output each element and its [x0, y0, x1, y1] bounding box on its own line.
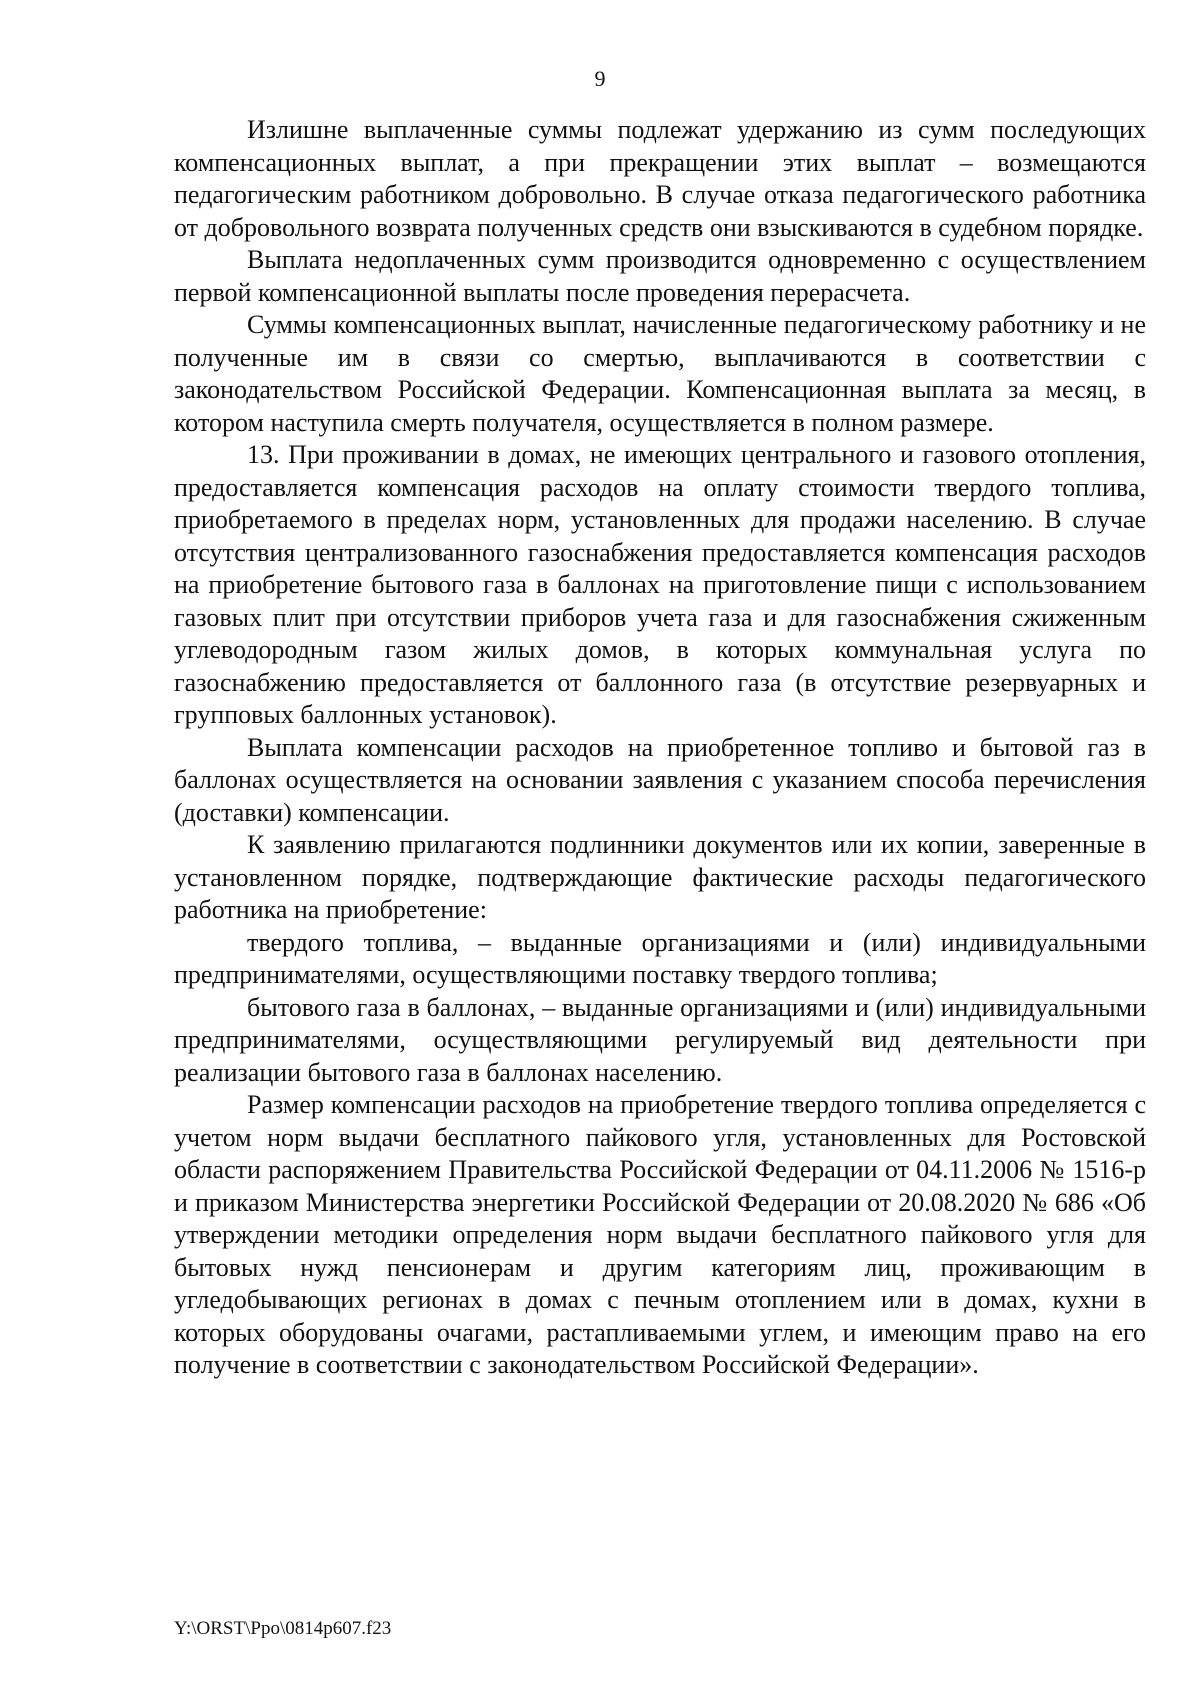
file-path-footer: Y:\ORST\Ppo\0814p607.f23: [174, 1618, 392, 1639]
paragraph-compensation-size: Размер компенсации расходов на приобретение твердого топлива определяется с учетом норм выдачи бесплатного пайкового угля, установленных для Ростовской области распоряжением Правительства Российской Федерации от 04.11.2006 № 1516-р и приказом Министерства энергетики Российской Федерации от 20.08.2020 № 686 «Об утверждении методики определения норм выдачи бесплатного пайкового угля для бытовых нужд пенсионерам и другим категориям лиц, проживающим в угледобывающих регионах в домах с печным отоплением или в домах, кухни в которых оборудованы очагами, растапливаемыми углем, и имеющим право на его получение в соответствии с законодательством Российской Федерации».: [174, 1090, 1146, 1379]
paragraph-bottled-gas: бытового газа в баллонах, – выданные организациями и (или) индивидуальными предпринимателями, осуществляющими регулируемый вид деятельности при реализации бытового газа в баллонах населению.: [174, 992, 1146, 1087]
document-body: [174, 114, 1146, 1382]
paragraph-overpayment: Излишне выплаченные суммы подлежат удержанию из сумм последующих компенсационных выплат, а при прекращении этих выплат – возмещаются педагогическим работником добровольно. В случае отказа педагогического работника от добровольного возврата полученных средств они взыскиваются в судебном порядке.: [174, 115, 1146, 242]
page-number: 9: [594, 66, 606, 91]
paragraph-compensation-basis: Выплата компенсации расходов на приобретенное топливо и бытовой газ в баллонах осуществляется на основании заявления с указанием способа перечисления (доставки) компенсации.: [174, 732, 1146, 827]
paragraph-death-payments: Суммы компенсационных выплат, начисленные педагогическому работнику и не полученные им в связи со смертью, выплачиваются в соответствии с законодательством Российской Федерации. Компенсационная выплата за месяц, в котором наступила смерть получателя, осуществляется в полном размере.: [174, 310, 1146, 437]
paragraph-underpayment: Выплата недоплаченных сумм производится одновременно с осуществлением первой компенсационной выплаты после проведения перерасчета.: [174, 245, 1146, 307]
paragraph-attachments: К заявлению прилагаются подлинники документов или их копии, заверенные в установленном порядке, подтверждающие фактические расходы педагогического работника на приобретение:: [174, 830, 1146, 924]
paragraph-item-13: 13. При проживании в домах, не имеющих центрального и газового отопления, предоставляется компенсация расходов на оплату стоимости твердого топлива, приобретаемого в пределах норм, установленных для продажи населению. В случае отсутствия централизованного газоснабжения предоставляется компенсация расходов на приобретение бытового газа в баллонах на приготовление пищи с использованием газовых плит при отсутствии приборов учета газа и для газоснабжения сжиженным углеводородным газом жилых домов, в которых коммунальная услуга по газоснабжению предоставляется от баллонного газа (в отсутствие резервуарных и групповых баллонных установок).: [174, 440, 1146, 729]
paragraph-solid-fuel: твердого топлива, – выданные организациями и (или) индивидуальными предпринимателями, осуществляющими поставку твердого топлива;: [174, 927, 1146, 989]
